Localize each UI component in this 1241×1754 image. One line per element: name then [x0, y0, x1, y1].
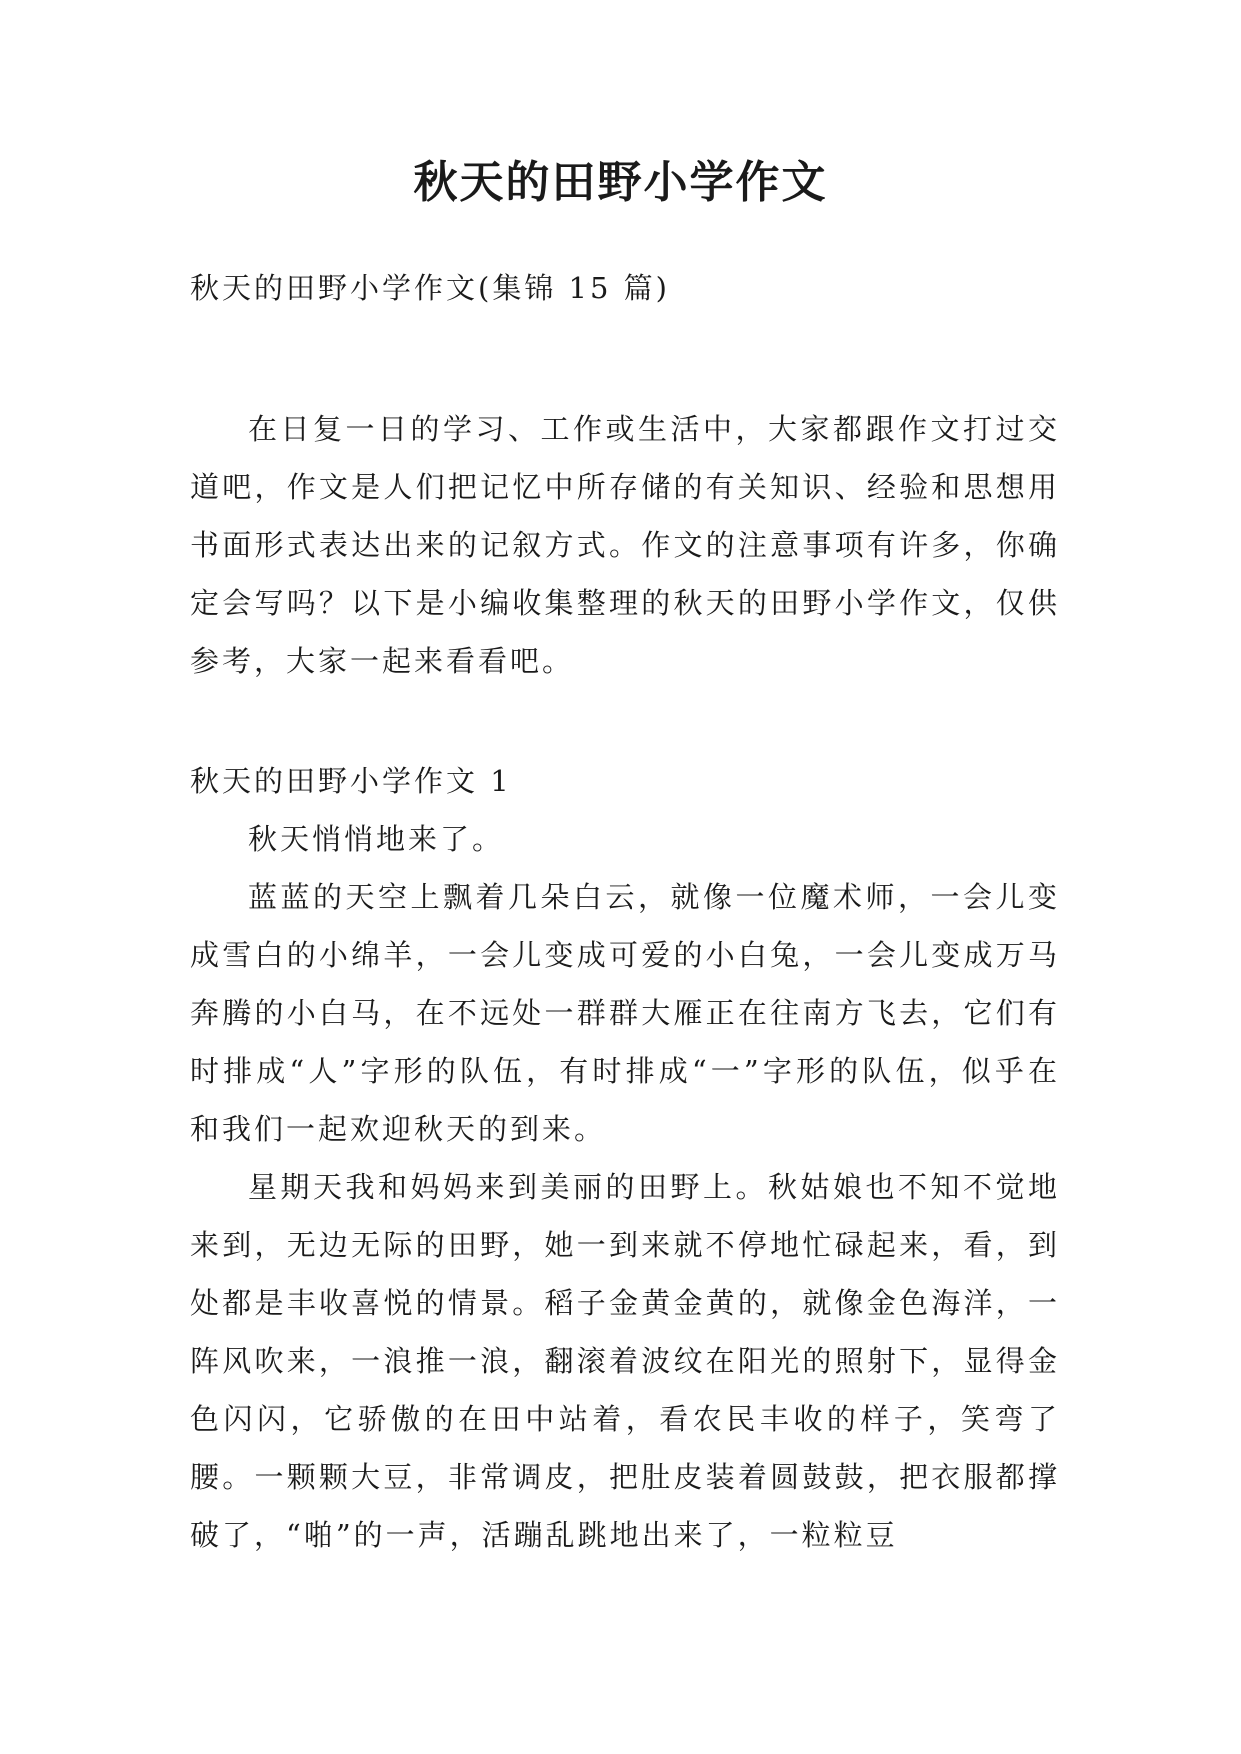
section-paragraph: 秋天悄悄地来了。	[248, 822, 505, 856]
section-paragraph: 蓝蓝的天空上飘着几朵白云，就像一位魔术师，一会儿变成雪白的小绵羊，一会儿变成可爱的小白兔，一会儿变成万马奔腾的小白马，在不远处一群群大雁正在往南方飞去，它们有时排成“人”字形的队伍，有时排成“一”字形的队伍，似乎在和我们一起欢迎秋天的到来。	[190, 880, 1060, 1146]
section-heading: 秋天的田野小学作文 1	[190, 764, 512, 798]
section-paragraph: 星期天我和妈妈来到美丽的田野上。秋姑娘也不知不觉地来到，无边无际的田野，她一到来就不停地忙碌起来，看，到处都是丰收喜悦的情景。稻子金黄金黄的，就像金色海洋，一阵风吹来，一浪推一浪，翻滚着波纹在阳光的照射下，显得金色闪闪，它骄傲的在田中站着，看农民丰收的样子，笑弯了腰。一颗颗大豆，非常调皮，把肚皮装着圆鼓鼓，把衣服都撑破了，“啪”的一声，活蹦乱跳地出来了，一粒粒豆	[190, 1170, 1060, 1552]
document-title: 秋天的田野小学作文	[413, 157, 828, 208]
document-subtitle: 秋天的田野小学作文(集锦 15 篇)	[190, 271, 670, 305]
intro-paragraph: 在日复一日的学习、工作或生活中，大家都跟作文打过交道吧，作文是人们把记忆中所存储的有关知识、经验和思想用书面形式表达出来的记叙方式。作文的注意事项有许多，你确定会写吗？以下是小编收集整理的秋天的田野小学作文，仅供参考，大家一起来看看吧。	[190, 412, 1060, 678]
